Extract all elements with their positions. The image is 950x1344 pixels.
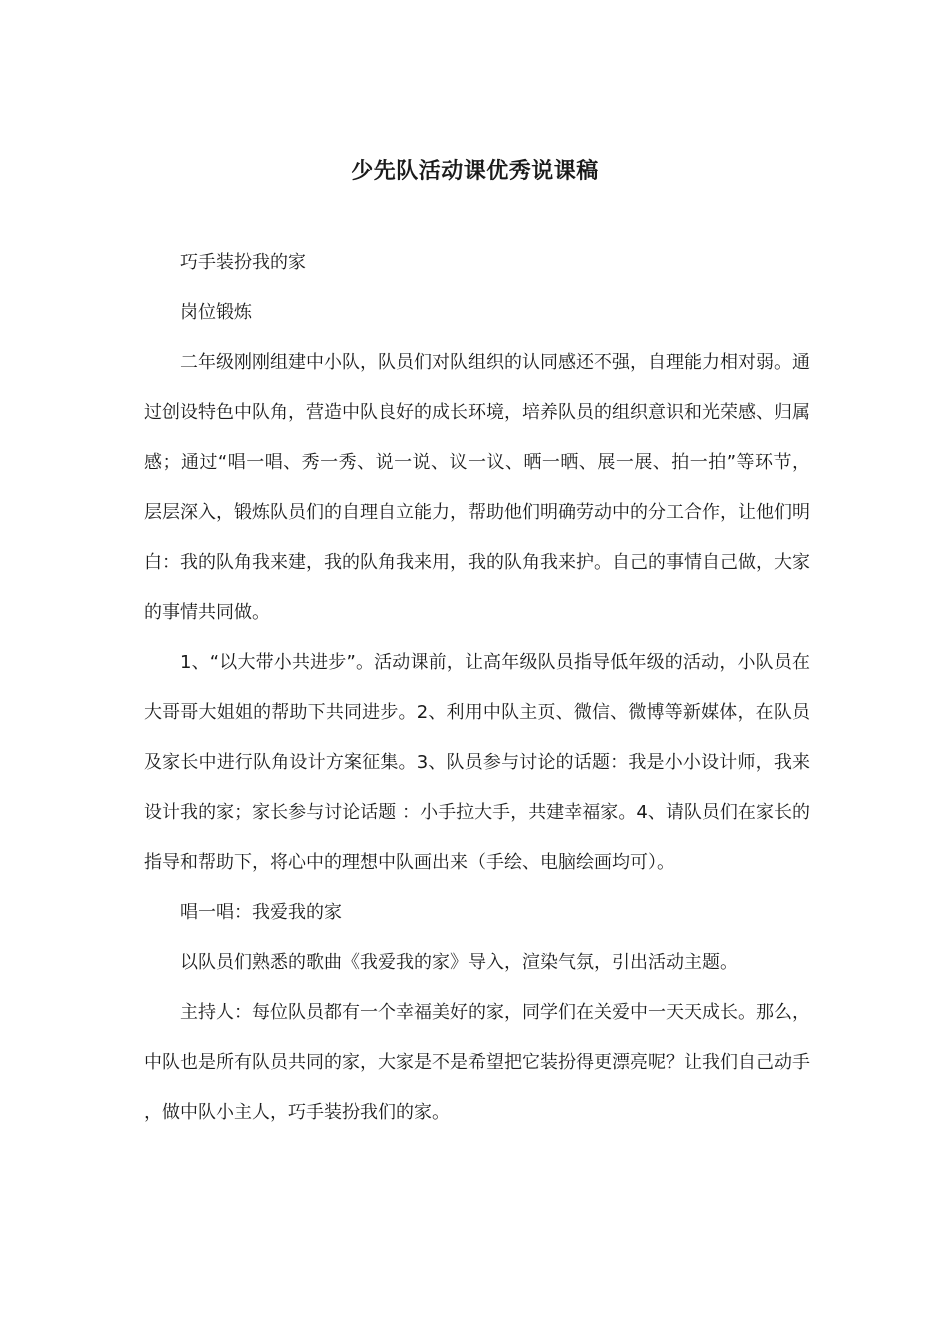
paragraph-song-intro: 以队员们熟悉的歌曲《我爱我的家》导入，渲染气氛，引出活动主题。 [180,952,738,973]
paragraph-preparation: 1、“以大带小共进步”。活动课前，让高年级队员指导低年级的活动，小队员在大哥哥大姐姐的帮助下共同进步。2、利用中队主页、微信、微博等新媒体，在队员及家长中进行队角设计方案征集。3、队员参与讨论的话题：我是小小设计师，我来设计我的家；家长参与讨论话题 ：小手拉大手，共建幸福家。4、请队员们在家长的指导和帮助下，将心中的理想中队画出来（手绘、电脑绘画均可）。 [144,652,810,873]
paragraph-host-speech: 主持人：每位队员都有一个幸福美好的家，同学们在关爱中一天天成长。那么，中队也是所有队员共同的家，大家是不是希望把它装扮得更漂亮呢？让我们自己动手，做中队小主人，巧手装扮我们的家。 [144,1002,810,1123]
document-title: 少先队活动课优秀说课稿 [351,159,599,184]
paragraph-theme: 巧手装扮我的家 [180,252,306,273]
paragraph-section-heading: 岗位锻炼 [180,302,252,323]
paragraph-sing-heading: 唱一唱：我爱我的家 [180,902,342,923]
paragraph-background: 二年级刚刚组建中小队，队员们对队组织的认同感还不强，自理能力相对弱。通过创设特色中队角，营造中队良好的成长环境，培养队员的组织意识和光荣感、归属感；通过“唱一唱、秀一秀、说一说、议一议、晒一晒、展一展、拍一拍”等环节，层层深入，锻炼队员们的自理自立能力，帮助他们明确劳动中的分工合作，让他们明白：我的队角我来建，我的队角我来用，我的队角我来护。自己的事情自己做，大家的事情共同做。 [144,352,810,623]
document-body [144,238,810,1138]
